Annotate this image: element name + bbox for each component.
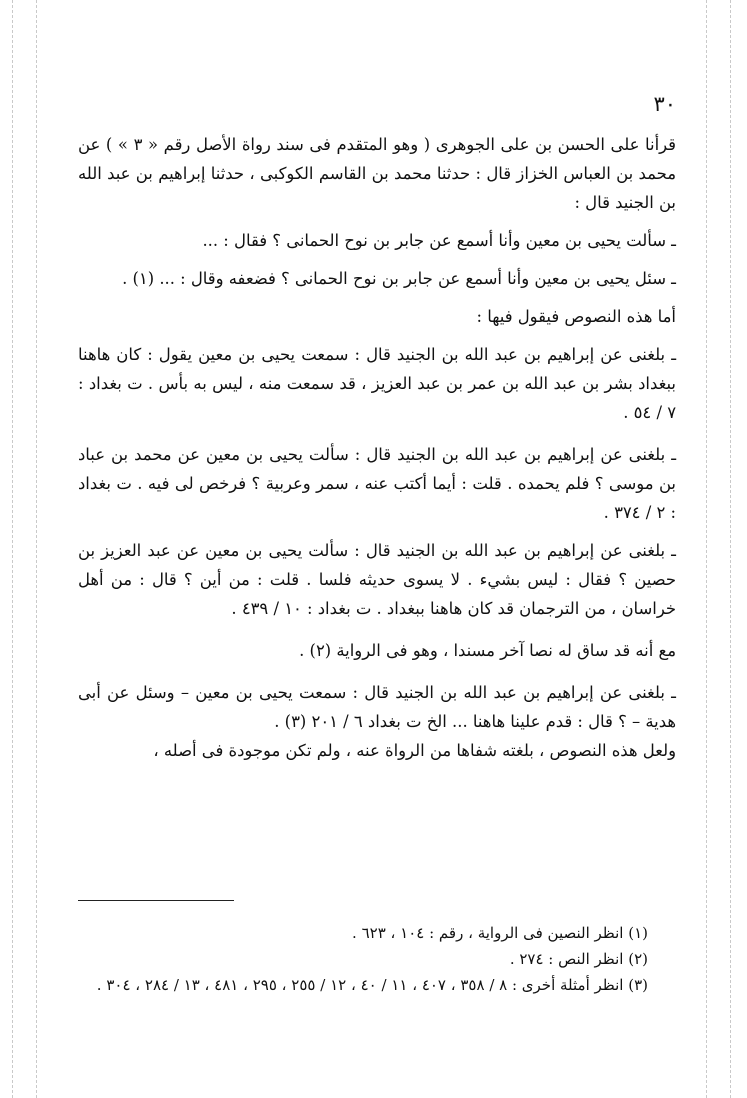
paragraph-transition: أما هذه النصوص فيقول فيها : [476, 307, 676, 326]
margin-guide-left-inner [36, 0, 37, 1098]
paragraph-quote-1: ـ سألت يحيى بن معين وأنا أسمع عن جابر بن نوح الحمانى ؟ فقال : ... [202, 231, 676, 250]
margin-guide-right-inner [706, 0, 707, 1098]
footnote-1: (١) انظر النصين فى الرواية ، رقم : ١٠٤ ، ٦٢٣ . [352, 924, 648, 942]
paragraph-report-3: ـ بلغنى عن إبراهيم بن عبد الله بن الجنيد قال : سألت يحيى بن معين عن عبد العزيز بن حصين ؟ فقال : ليس بشيء . لا يسوى حديثه فلسا . قلت : من أين ؟ قال : من أهل خراسان ، من الترجمان قد كان هاهنا ببغداد . ت بغداد : ١٠ / ٤٣٩ . [78, 541, 676, 618]
footnote-2: (٢) انظر النص : ٢٧٤ . [509, 950, 648, 968]
paragraph-report-1: ـ بلغنى عن إبراهيم بن عبد الله بن الجنيد قال : سمعت يحيى بن معين يقول : كان هاهنا ببغداد بشر بن عبد الله بن عمر بن عبد العزيز ، قد سمعت منه ، ليس به بأس . ت بغداد : ٧ / ٥٤ . [78, 345, 676, 422]
paragraph-note: مع أنه قد ساق له نصا آخر مسندا ، وهو فى الرواية (٢) . [299, 641, 676, 660]
margin-guide-left [12, 0, 13, 1098]
paragraph-conclusion: ولعل هذه النصوص ، بلغته شفاها من الرواة عنه ، ولم تكن موجودة فى أصله ، [153, 741, 676, 760]
footnote-separator [78, 900, 234, 901]
margin-guide-right [730, 0, 731, 1098]
paragraph-quote-2: ـ سئل يحيى بن معين وأنا أسمع عن جابر بن نوح الحمانى ؟ فضعفه وقال : ... (١) . [122, 269, 676, 288]
body-text [78, 130, 676, 765]
page-number: ٣٠ [653, 92, 676, 116]
paragraph-report-2: ـ بلغنى عن إبراهيم بن عبد الله بن الجنيد قال : سألت يحيى بن معين عن محمد بن عباد بن موسى ؟ فلم يحمده . قلت : أيما أكتب عنه ، سمر وعربية ؟ فرخص لى فيه . ت بغداد : ٢ / ٣٧٤ . [78, 445, 676, 522]
footnote-3: (٣) انظر أمثلة أخرى : ٨ / ٣٥٨ ، ٤٠٧ ، ١١ / ٤٠ ، ١٢ / ٢٥٥ ، ٢٩٥ ، ٤٨١ ، ١٣ / ٢٨٤ ، ٣٠٤ . [96, 976, 648, 994]
paragraph-intro: قرأنا على الحسن بن على الجوهرى ( وهو المتقدم فى سند رواة الأصل رقم « ٣ » ) عن محمد بن العباس الخزاز قال : حدثنا محمد بن القاسم الكوكبى ، حدثنا إبراهيم بن عبد الله بن الجنيد قال : [78, 135, 677, 212]
paragraph-report-4: ـ بلغنى عن إبراهيم بن عبد الله بن الجنيد قال : سمعت يحيى بن معين – وسئل عن أبى هدية – ؟ قال : قدم علينا هاهنا ... الخ ت بغداد ٦ / ٢٠١ (٣) . [78, 683, 676, 731]
footnotes [78, 920, 676, 998]
page [78, 92, 676, 765]
